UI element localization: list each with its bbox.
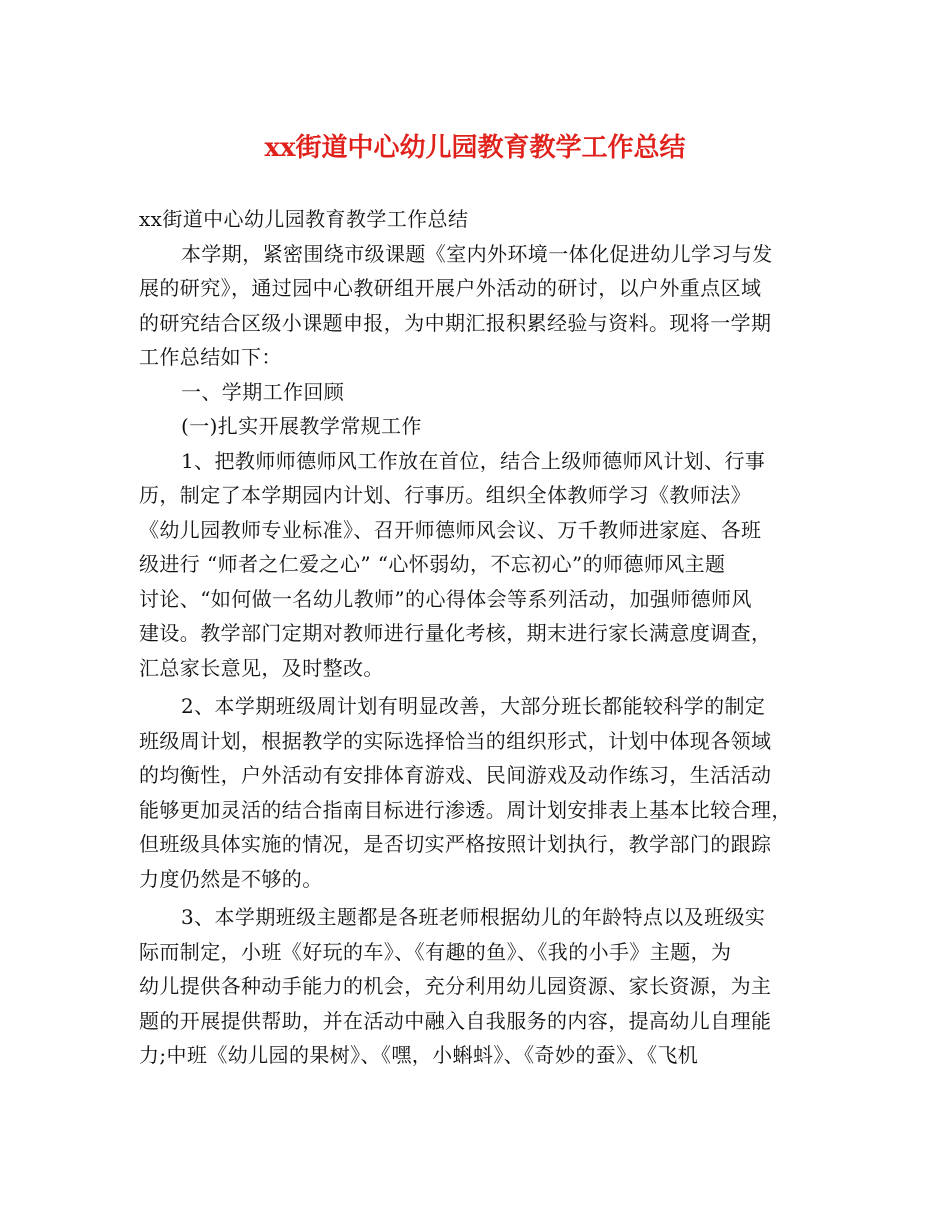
paragraph-line: 展的研究》，通过园中心教研组开展户外活动的研讨，以户外重点区域 — [139, 276, 762, 300]
subtitle-line: xx街道中心幼儿园教育教学工作总结 — [139, 207, 469, 231]
paragraph-line: 际而制定，小班《好玩的车》、《有趣的鱼》、《我的小手》主题，为 — [139, 939, 732, 964]
paragraph-line: 汇总家长意见，及时整改。 — [139, 655, 384, 680]
paragraph-line: 力度仍然是不够的。 — [139, 866, 323, 891]
paragraph-line: 3、本学期班级主题都是各班老师根据幼儿的年龄特点以及班级实 — [181, 905, 766, 929]
paragraph-line: 1、把教师师德师风工作放在首位，结合上级师德师风计划、行事 — [181, 448, 766, 473]
paragraph-line: 能够更加灵活的结合指南目标进行渗透。周计划安排表上基本比较合理， — [139, 797, 792, 822]
paragraph-line: 《幼儿园教师专业标准》、召开师德师风会议、万千教师进家庭、各班 — [139, 517, 762, 542]
paragraph-line: 建设。教学部门定期对教师进行量化考核，期末进行家长满意度调查， — [139, 621, 772, 645]
subsection-heading: (一)扎实开展教学常规工作 — [181, 414, 422, 438]
paragraph-line: 班级周计划，根据教学的实际选择恰当的组织形式，计划中体现各领域 — [139, 728, 772, 753]
paragraph-line: 级进行 “师者之仁爱之心” “心怀弱幼，不忘初心”的师德师风主题 — [139, 552, 726, 576]
paragraph-line: 力;中班《幼儿园的果树》、《嘿，小蝌蚪》、《奇妙的蚕》、《飞机 — [139, 1043, 699, 1067]
paragraph-line: 的研究结合区级小课题申报，为中期汇报积累经验与资料。现将一学期 — [139, 310, 772, 335]
paragraph-line: 题的开展提供帮助，并在活动中融入自我服务的内容，提高幼儿自理能 — [139, 1008, 772, 1033]
paragraph-line: 2、本学期班级周计划有明显改善，大部分班长都能较科学的制定 — [181, 694, 766, 718]
paragraph-line: 工作总结如下： — [139, 345, 282, 369]
paragraph-line: 幼儿提供各种动手能力的机会，充分利用幼儿园资源、家长资源，为主 — [139, 974, 772, 998]
paragraph-line: 讨论、“如何做一名幼儿教师”的心得体会等系列活动，加强师德师风 — [139, 586, 752, 611]
paragraph-line: 本学期，紧密围绕市级课题《室内外环境一体化促进幼儿学习与发 — [181, 241, 773, 266]
document-title: xx街道中心幼儿园教育教学工作总结 — [264, 133, 686, 163]
paragraph-line: 历，制定了本学期园内计划、行事历。组织全体教师学习《教师法》 — [139, 483, 751, 507]
section-heading: 一、学期工作回顾 — [181, 379, 345, 404]
paragraph-line: 但班级具体实施的情况，是否切实严格按照计划执行，教学部门的跟踪 — [139, 832, 772, 856]
document-body — [139, 202, 819, 1073]
paragraph-line: 的均衡性，户外活动有安排体育游戏、民间游戏及动作练习，生活活动 — [139, 763, 772, 787]
